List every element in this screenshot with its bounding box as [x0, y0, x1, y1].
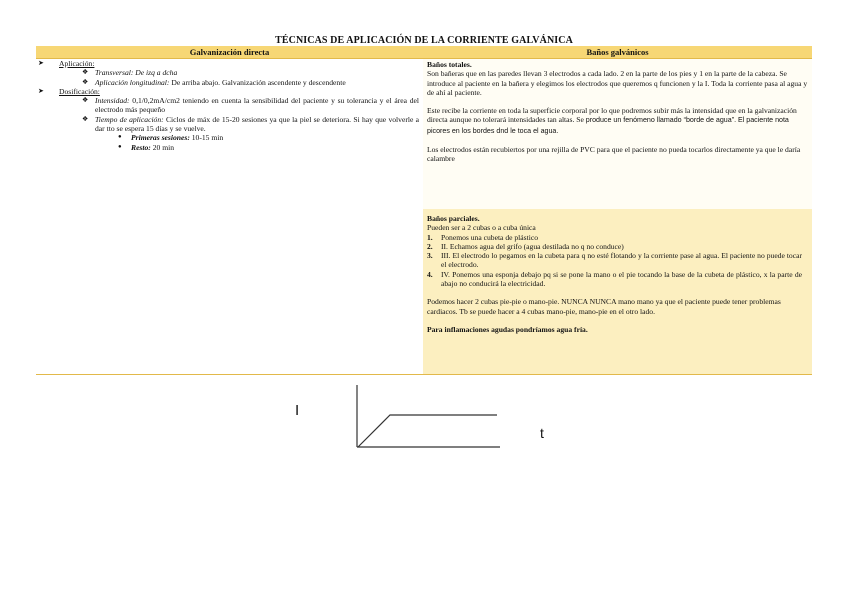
aplicacion-label: Aplicación:: [59, 59, 95, 68]
longitudinal-text: De arriba abajo. Galvanización ascendente y descendente: [169, 77, 346, 87]
header-galvanizacion-directa: Galvanización directa: [36, 46, 423, 58]
diamond-bullet-icon: ❖: [82, 68, 89, 77]
banos-totales-p2a: Este recibe la corriente en toda la superficie corporal por lo que podremos subir más la intensidad que en la galvanización directa aunque no tolerará intensidades tan altas. Se: [427, 106, 797, 125]
list-text: Ponemos una cubeta de plástico: [441, 232, 539, 242]
banos-totales-p1: Son bañeras que en las paredes llevan 3 electrodos a cada lado. 2 en la parte de los pies y 1 en la parte de la cabeza. Se introduce al paciente en la bañera y elegimos los electrodos que queremos q funcionen y la I. Toda la corriente pasa al agua y de ahí al paciente.: [427, 69, 808, 97]
arrow-bullet-icon: ➤: [38, 59, 44, 67]
longitudinal-label: Aplicación longitudinal:: [95, 77, 170, 87]
dot-bullet-icon: ●: [118, 134, 122, 141]
list-text: III. El electrodo lo pegamos en la cubeta para q no esté flotando y la corriente pase al agua. El paciente no puede tocar el electrodo.: [441, 251, 802, 270]
figure-x-label: t: [540, 425, 544, 441]
list-number: 2.: [427, 241, 433, 251]
document-title: TÉCNICAS DE APLICACIÓN DE LA CORRIENTE GALVÁNICA: [275, 35, 573, 46]
header-banos-galvanicos: Baños galvánicos: [423, 46, 812, 58]
banos-parciales-intro: Pueden ser a 2 cubas o a cuba única: [427, 223, 536, 233]
tiempo-text: Ciclos de máx de 15-20 sesiones ya que la piel se deteriora. Si hay que volverle a dar tto se espera 15 días y se vuelve.: [95, 114, 419, 134]
primeras-label: Primeras sesiones:: [131, 133, 190, 143]
diamond-bullet-icon: ❖: [82, 77, 89, 86]
arrow-bullet-icon: ➤: [38, 86, 44, 95]
figure-current-curve: [358, 415, 497, 447]
transversal-text: Transversal: De izq a dcha: [95, 68, 178, 78]
list-text: IV. Ponemos una esponja debajo pq si se pone la mano o el pie tocando la base de la cubeta de plástico, x la parte de abajo no conducirá la electricidad.: [441, 269, 802, 289]
list-number: 4.: [427, 269, 433, 279]
banos-parciales-final: Para inflamaciones agudas pondríamos agua fría.: [427, 324, 588, 334]
banos-totales-p3: Los electrodos están recubiertos por una rejilla de PVC para que el paciente no pueda tocarlos directamente ya que le daría calambre: [427, 145, 801, 164]
banos-parciales-title: Baños parciales.: [427, 214, 480, 223]
primeras-text: 10-15 min: [189, 133, 224, 143]
diamond-bullet-icon: ❖: [82, 114, 89, 123]
tiempo-label: Tiempo de aplicación:: [95, 114, 164, 124]
list-number: 1.: [427, 232, 433, 242]
banos-totales-p2b: produce un fenómeno llamado “borde de agua”. El paciente nota picores en los bordes dnd le toca el agua.: [427, 116, 789, 135]
diamond-bullet-icon: ❖: [82, 96, 89, 105]
list-number: 3.: [427, 251, 433, 261]
intensidad-label: Intensidad:: [95, 96, 130, 106]
dosificacion-label: Dosificación:: [59, 86, 100, 96]
intensidad-text: 0,1/0,2mA/cm2 teniendo en cuenta la sensibilidad del paciente y su tolerancia y el área del electrodo más pequeño: [95, 96, 419, 115]
banos-parciales-hacer: Podemos hacer 2 cubas pie-pie o mano-pie. NUNCA NUNCA mano mano ya que el paciente puede tener problemas cardiacos. Tb se puede hacer a 4 cubas mano-pie, mano-pie en el otro lado.: [427, 297, 781, 316]
dot-bullet-icon: ●: [118, 143, 122, 150]
figure-y-label: I: [295, 402, 300, 419]
resto-label: Resto:: [131, 142, 151, 152]
resto-text: 20 min: [150, 142, 175, 152]
banos-totales-title: Baños totales.: [427, 60, 472, 69]
list-text: II. Echamos agua del grifo (agua destilada no q no conduce): [441, 241, 624, 251]
